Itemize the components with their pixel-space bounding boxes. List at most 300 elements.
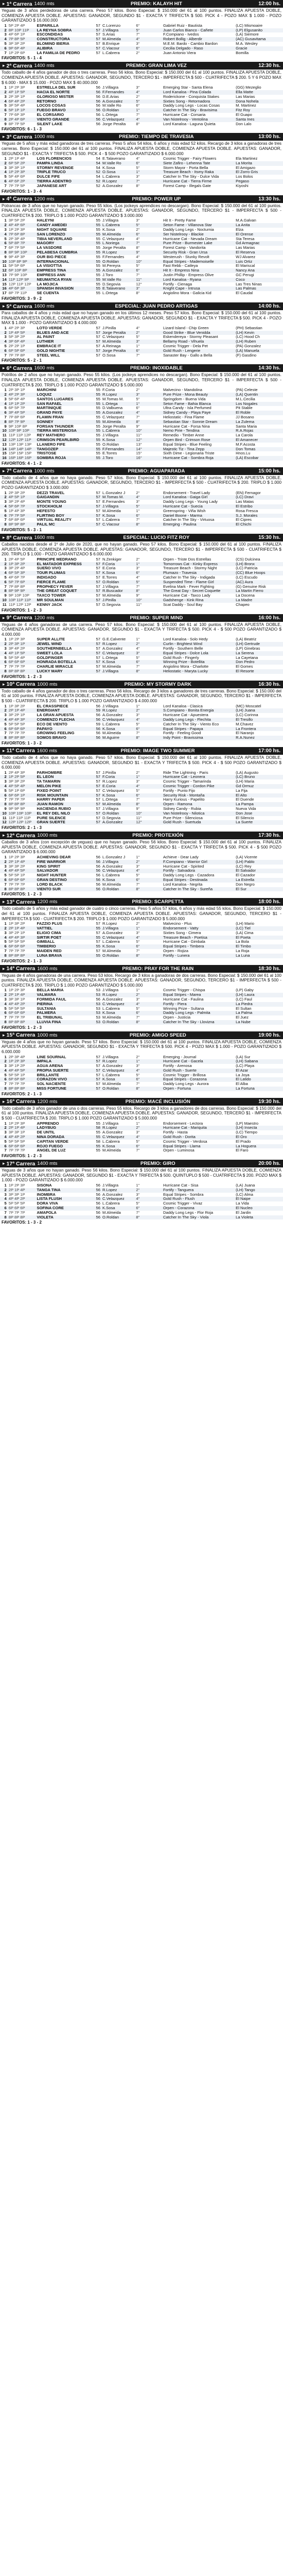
pedigree: Roderickone - Conquista Stakes (163, 94, 219, 99)
jockey-name: L.Cabrera (102, 1201, 120, 1206)
last-place: 3° (136, 651, 140, 655)
weight: 56 (96, 117, 100, 122)
pedigree: Equal Stripes - Timbera (163, 944, 204, 949)
pedigree: Cosmic Trigger - Cordon Pike (163, 784, 215, 789)
horse-name: PAMPA LINDA (37, 161, 63, 165)
recent-form: 3P 4P 2P (8, 646, 25, 651)
weight: 56 (96, 1210, 100, 1215)
weight: 56 (96, 869, 100, 873)
recent-form: 6P 6P 6P (8, 1077, 25, 1082)
weight: 53 (96, 1011, 100, 1015)
race-distance: 1600 mts (34, 365, 55, 371)
weight: 55 (96, 944, 100, 949)
last-place: 7° (136, 32, 140, 37)
favorites-line: FAVORITOS: 1 - 2 - 3 (2, 674, 42, 679)
pedigree: Seton Fame - Bahia Blanca (163, 401, 211, 406)
post-number: 12 (2, 820, 7, 825)
post-number: 4 (4, 571, 7, 575)
recent-form: 6P 8P 6P (8, 518, 25, 522)
table-row (0, 731, 283, 736)
stable-name: La Morita (236, 161, 252, 165)
weight: 53 (96, 1002, 100, 1006)
recent-form: 6P 6P 6P (8, 878, 25, 883)
jockey-name: M.Almeida (102, 37, 121, 42)
horse-name: SPANISH INVASION (37, 286, 74, 291)
horse-name: CAPITAN VERDE (37, 1139, 68, 1144)
jockey-name: M.Valle Ro (102, 277, 121, 282)
table-row (0, 802, 283, 807)
weight: 57 (96, 660, 100, 665)
stable-name: (LH) Ruben (236, 340, 256, 344)
weight: 54 (96, 175, 100, 179)
recent-form: 7P 7P 7P (8, 731, 25, 736)
recent-form: 12P 12P 12P (8, 820, 32, 825)
race-time: 13:00 hs. (258, 134, 280, 140)
jockey-name: K.Sosa (102, 1206, 115, 1210)
last-place: 7° (136, 353, 140, 358)
jockey-name: O.Sosa (102, 170, 116, 175)
recent-form: 8P 8P 8P (8, 736, 25, 740)
bullet-icon: ▸ (3, 365, 5, 371)
last-place: 1° (136, 509, 140, 513)
race-section (0, 133, 283, 193)
post-number: 12 (2, 268, 7, 273)
pedigree: Siete Zafiro - Lehenna Tate (163, 161, 210, 165)
stable-name: Rosa Fresca (236, 509, 258, 513)
jockey-name: A.Gonzalez (102, 99, 123, 104)
race-distance: 1200 mts (34, 615, 55, 621)
table-row (0, 642, 283, 647)
pedigree: Emerging Star - Santa Elena (163, 86, 213, 90)
race-distance: 1600 mts (37, 965, 58, 972)
horse-name: DULCE FIFE (37, 175, 60, 179)
weight: 56 (96, 104, 100, 108)
last-place: 6° (136, 878, 140, 883)
table-row (0, 223, 283, 228)
last-place: 6° (136, 726, 140, 731)
jockey-name: R.Lopez (102, 779, 117, 784)
table-row (0, 157, 283, 161)
jockey-name: L.Cabrera (102, 223, 120, 228)
horse-name: LADYBUG (37, 1126, 57, 1130)
recent-form: 4P 4P 2P (8, 1002, 25, 1006)
jockey-name: R.Lopez (102, 642, 117, 647)
stable-name: (LP) Ginebras (236, 646, 260, 651)
horse-name: VIOLETA (37, 1215, 54, 1219)
race-header (0, 614, 283, 622)
weight: 53 (96, 988, 100, 993)
horse-name: LOCOS COSAS (37, 104, 66, 108)
last-place: 3° (136, 566, 140, 571)
race-prize: PREMIO: SCARPETTA (132, 899, 184, 905)
post-number: 8 (4, 887, 7, 891)
horse-name: SOMOS BRAVO (37, 736, 66, 740)
table-row (0, 727, 283, 732)
jockey-name: K.Sosa (102, 165, 115, 170)
stable-name: La Vida (236, 1201, 249, 1206)
weight: 55 (96, 286, 100, 291)
pedigree: Orpen - Fortuna (163, 1087, 191, 1091)
stable-name: El Sultan (236, 1006, 252, 1011)
last-place: 4° (136, 1135, 140, 1140)
stable-name: Dona Nohela (236, 99, 259, 104)
stable-name: El Prado (236, 1139, 251, 1144)
race-section (0, 832, 283, 896)
entries-table (0, 1055, 283, 1091)
stable-name: El Latido (236, 1077, 251, 1082)
recent-form: 4P 6P 1P (8, 32, 25, 37)
jockey-name: K.Sosa (102, 228, 115, 232)
race-prize: PREMIO: IMAGE TWO SUMMER (120, 748, 195, 754)
pedigree: Daddy Long Legs - Locas Cosas (163, 104, 220, 108)
favorites-line: FAVORITOS: 1 - 2 - 3 (2, 892, 42, 897)
horse-name: LISTA FLUSH (37, 1197, 62, 1201)
table-row (0, 775, 283, 779)
stable-name: (LP) Maestro (236, 1121, 259, 1126)
pedigree: Orpen - Ramona (163, 802, 192, 807)
jockey-name: M.Almeida (102, 802, 121, 807)
table-row (0, 451, 283, 456)
table-row (0, 713, 283, 718)
weight: 52 (96, 179, 100, 184)
horse-name: RETORNO (37, 99, 57, 104)
horse-name: BELLA MARIA (37, 988, 64, 993)
pedigree: Cosmic Trigger - Verdosa (163, 1139, 207, 1144)
table-row (0, 718, 283, 722)
pedigree: Lizard Island - Chip Green (163, 326, 209, 330)
post-number: 1 (4, 490, 7, 495)
last-place: 13° (136, 442, 142, 447)
post-number: 7 (4, 112, 7, 117)
jockey-name: A.Gonzalez (102, 1064, 123, 1069)
horse-name: CONSTRUCTORA (37, 37, 70, 42)
jockey-name: A.Gonzalez (102, 713, 123, 718)
recent-form: 5P 5P 5P (8, 1139, 25, 1144)
last-place: 5° (136, 264, 140, 268)
recent-form: 1P 2P 3P (8, 228, 25, 232)
table-row (0, 660, 283, 665)
post-number: 11 (2, 816, 7, 820)
jockey-name: L.Noriega (102, 241, 119, 246)
last-place: 3° (136, 500, 140, 504)
horse-name: EL CORSARIO (37, 112, 64, 117)
jockey-name: F.Coria (102, 775, 115, 779)
horse-name: EL REY DEL NILO (37, 811, 70, 816)
pedigree: Van Nistelrooy - Ventolina (163, 117, 208, 122)
favorites-line: FAVORITOS: 1 - 2 - 3 (2, 1154, 42, 1159)
last-place: 7° (136, 273, 140, 278)
last-place: 7° (136, 665, 140, 669)
recent-form: 2P 1P 4P (8, 926, 25, 930)
horse-name: THE GREAT COQUET (37, 589, 77, 594)
recent-form: 4P 1P 5P (8, 90, 25, 94)
pedigree: Plumazo - Travesia (163, 571, 197, 575)
horse-name: SANTOS LUGARES (37, 397, 74, 401)
weight: 56 (96, 90, 100, 94)
post-number: 4 (4, 170, 7, 175)
jockey-name: E.Coria (102, 784, 116, 789)
horse-name: LA GRAN APUESTA (37, 713, 74, 718)
recent-form: 2P 1P 4P (8, 157, 25, 161)
table-row (0, 402, 283, 406)
weight: 56 (96, 873, 100, 878)
recent-form: 3P 1P 2P (8, 1064, 25, 1069)
weight: 57 (96, 330, 100, 335)
stable-name: (LC) Faul (236, 997, 252, 1002)
weight: 56 (96, 704, 100, 708)
horse-name: HACIENDA RUBIO (37, 807, 71, 811)
stable-name: Los Bolos (236, 175, 253, 179)
last-place: 8° (136, 183, 140, 188)
table-row (0, 820, 283, 825)
recent-form: 7P 7P 7P (8, 882, 25, 887)
favorites-line: FAVORITOS: 5 - 1 - 4 (2, 56, 42, 61)
post-number: 5 (4, 1073, 7, 1077)
recent-form: 1P 2P 3P (8, 1059, 25, 1064)
post-number: 4 (4, 340, 7, 344)
post-number: 8 (4, 117, 7, 122)
recent-form: 5P 5P 6P (8, 264, 25, 268)
weight: 57 (96, 1073, 100, 1077)
horse-name: BLOMIND IBERIA (37, 41, 69, 46)
table-row (0, 603, 283, 607)
jockey-name: J.Villagra (102, 1055, 119, 1059)
weight: 55 (96, 447, 100, 451)
last-place: 11° (136, 277, 142, 282)
weight: 56 (96, 1183, 100, 1188)
recent-form: 8P 7P 5P (8, 122, 25, 126)
weight: 57 (96, 571, 100, 575)
table-row (0, 42, 283, 46)
jockey-name: F.Fernandes (102, 90, 125, 94)
horse-name: LA MOJICA (37, 282, 59, 286)
jockey-name: L.Cabrera (102, 175, 120, 179)
pedigree: Emerging - Paulina (163, 522, 197, 527)
post-number: 3 (4, 713, 7, 718)
horse-name: BLUES AND ACE (37, 330, 69, 335)
weight: 58 (96, 1126, 100, 1130)
jockey-name: R.Lopez (102, 179, 117, 184)
horse-name: GLORIOSO MISTER (37, 94, 74, 99)
last-place: 10° (136, 259, 142, 264)
jockey-name: S.Arias (102, 32, 115, 37)
table-row (0, 1069, 283, 1073)
weight: 55 (96, 433, 100, 438)
last-place: 8° (136, 736, 140, 740)
stable-name: El Oro (236, 1135, 247, 1140)
recent-form: 4P 2P 3P (8, 392, 25, 397)
post-number: 2 (4, 223, 7, 228)
recent-form: 6P 5P 2P (8, 161, 25, 165)
post-number: 6 (4, 348, 7, 353)
recent-form: 5P 1P 6P (8, 788, 25, 793)
table-row (0, 722, 283, 727)
weight: 57 (96, 802, 100, 807)
favorites-line: FAVORITOS: 5 - 2 - 1 (2, 358, 42, 363)
horse-name: TIBIA NEVERLAND (37, 236, 73, 241)
weight: 57 (96, 584, 100, 589)
bullet-icon: ▸ (3, 303, 5, 309)
table-row (0, 166, 283, 171)
recent-form: 4P 4P 2P (8, 1135, 25, 1140)
horse-name: VIENTO SUR (37, 887, 61, 891)
pedigree: Equal Stripes - Marea (163, 993, 201, 997)
stable-name: El Guapo (236, 112, 252, 117)
post-number: 8 (4, 589, 7, 594)
post-number: 4 (4, 504, 7, 509)
post-number: 1 (4, 1055, 7, 1059)
weight: 55 (96, 1130, 100, 1135)
post-number: 8 (4, 1215, 7, 1219)
recent-form: 1P 4P 3P (8, 509, 25, 513)
pedigree: Greenspring - Viña Wish (163, 509, 206, 513)
post-number: 6 (4, 1077, 7, 1082)
post-number: 3 (4, 930, 7, 935)
weight: 52 (96, 183, 100, 188)
last-place: 4° (136, 37, 140, 42)
weight: 57 (96, 1059, 100, 1064)
weight: 57 (96, 46, 100, 50)
horse-name: TOUR PLUMAS (37, 571, 66, 575)
post-number: 5 (4, 175, 7, 179)
table-row (0, 789, 283, 793)
weight: 56 (96, 108, 100, 113)
weight: 57 (96, 770, 100, 775)
table-row (0, 344, 283, 349)
race-conditions: Potrillos de 2 años que no hayan ganado. Peso 55 kilos. (Los jockeys aprendices no descargan). Bono Especial: $ 150.000 del 61 al 100 puntos. FINALIZA APUESTA DOBLE, COMIENZA APUESTA DOBLE. APUESTAS: GANADOR, SEGUNDO, TERCERO $1 - IMPERFECTA $ 500 - CUATRIFECTA $ 200. TRIPLO $ 1.000 POZO GARANTIZADO $ 5.000.000 (2, 372, 281, 387)
post-number: 2 (4, 1059, 7, 1064)
post-number: 7 (4, 50, 7, 55)
stable-name: El Gomes (236, 665, 253, 669)
last-place: 3° (136, 930, 140, 935)
recent-form: 9P 10P 8P (8, 424, 27, 429)
pedigree: Fast Rebb - Catleya (163, 264, 198, 268)
table-row (0, 175, 283, 179)
stable-name: (LC) Tiel (236, 926, 251, 930)
table-row (0, 264, 283, 268)
race-distance: 1200 mts (37, 1098, 58, 1105)
horse-name: EMBRACE IT (37, 344, 61, 348)
horse-name: EMPRESS TINA (37, 268, 66, 273)
stable-name: (LC) Tiempo (236, 1130, 257, 1135)
race-time: 16:30 hs. (258, 681, 280, 687)
post-number: 4 (4, 99, 7, 104)
table-row (0, 46, 283, 51)
jockey-name: C.Velazquez (102, 117, 125, 122)
table-row (0, 1206, 283, 1211)
race-header (0, 302, 283, 310)
horse-name: INTERNACIONAL (37, 259, 69, 264)
last-place: 9° (136, 250, 140, 255)
pedigree: Daddy Long Legs - Flechita (163, 717, 211, 722)
post-number: 16 (2, 286, 7, 291)
horse-name: COMIENZO FLECHA (37, 717, 75, 722)
pedigree: Hurricane Cat - Gacela (163, 1059, 203, 1064)
horse-name: HALEYNI (37, 218, 54, 223)
recent-form: 8P 7P 9P (8, 419, 25, 424)
recent-form: 11P 12P 12P (8, 602, 31, 607)
table-row (0, 268, 283, 273)
race-number: 13ª Carrera (6, 899, 36, 905)
horse-name: HARRY PAPER (37, 798, 65, 802)
recent-form: 7P 8P 8P (8, 584, 25, 589)
table-row (0, 704, 283, 709)
weight: 55 (96, 437, 100, 442)
table-row (0, 1144, 283, 1149)
table-row (0, 1215, 283, 1220)
table-row (0, 331, 283, 335)
table-row (0, 1011, 283, 1015)
table-row (0, 99, 283, 104)
pedigree: Gabriel Ruiz - Bautista (163, 23, 202, 28)
stable-name: Las Marias (236, 246, 255, 250)
race-number: 7ª Carrera (6, 468, 32, 474)
horse-name: FORSAN THUNDER (37, 424, 74, 429)
weight: 56 (96, 1215, 100, 1219)
jockey-name: L.Ortega (102, 112, 118, 117)
weight: 57 (96, 651, 100, 655)
stable-name: La Cayetana (236, 655, 258, 660)
stable-name: (LH) Tango (236, 1188, 255, 1192)
pedigree: Tomorrows Cat - Kinky Express (163, 562, 218, 566)
recent-form: 1P 4P 5P (8, 330, 25, 335)
recent-form: 4P 4P 3P (8, 935, 25, 940)
race-prize: PREMIO: AMIGO SPEED (129, 1032, 186, 1038)
post-number: 2 (4, 1126, 7, 1130)
race-prize: PREMIO: AGUAPARADA (128, 468, 185, 474)
recent-form: 8P 8P 8P (8, 887, 25, 891)
weight: 56 (96, 1188, 100, 1192)
post-number: 4 (4, 401, 7, 406)
race-number: 5ª Carrera (6, 303, 32, 310)
jockey-name: M.Almeida (102, 731, 121, 736)
post-number: 3 (4, 1064, 7, 1069)
table-row (0, 1211, 283, 1215)
last-place: 2° (136, 642, 140, 647)
jockey-name: A.Gonzalez (102, 646, 123, 651)
jockey-name: J.Villagra (102, 926, 119, 930)
jockey-name: M.Almeida (102, 594, 121, 598)
recent-form: 11P 11P 12P (8, 433, 31, 438)
post-number: 5 (4, 1201, 7, 1206)
pedigree: Ser Nistelrooy - Blackie (163, 232, 204, 236)
table-row (0, 647, 283, 651)
post-number: 9 (4, 594, 7, 598)
pedigree: Hurricane Cat - Apuestera (163, 713, 208, 718)
post-number: 1 (4, 157, 7, 161)
post-number: 7 (4, 731, 7, 736)
race-time: 12:30 hs. (258, 63, 280, 69)
jockey-name: J.Pinilla (102, 326, 116, 330)
jockey-name: C.Velazquez (102, 935, 125, 940)
stable-name: Las Marias (236, 94, 255, 99)
horse-name: TAXCO TOWER (37, 594, 66, 598)
jockey-name: M.Almeida (102, 232, 121, 236)
race-conditions: Yeguas de 4 años ganadoras de una carrera. Peso 53 kilos. Recargo de 3 kilos a ganadoras de dos carreras. Bono Especial: $ 150.000 del 61 al 100 puntos. FINALIZA APUESTA DOBLE, COMIENZA APUESTA DOBLE. APUESTAS: GANADOR, SEGUNDO, TERCERO $1 - IMPERFECTA $ 500 - CUATRIFECTA $ 200. TRIPLO $ 1.000 POZO GARANTIZADO $ 5.000.000 (2, 973, 281, 988)
stable-name: (LH) Maria (236, 779, 255, 784)
pedigree: Cosmic Trigger - Chispa (163, 988, 205, 993)
race-conditions: Todo caballo de 3 años ganador de una o dos carreras. Peso 55 kilos. Recargo de 3 kilos a ganadores de dos carreras. Bono Especial: $ 150.000 del 61 al 100 puntos. FINALIZA APUESTA DOBLE, COMIENZA APUESTA DOBLE. APUESTAS: GANADOR, SEGUNDO, TERCERO $1 - IMPERFECTA $ 500 - CUATRIFECTA $ 200. TRIPLO $ 1.000 POZO GARANTIZADO $ 5.000.000 (2, 1106, 281, 1121)
last-place: 7° (136, 241, 140, 246)
jockey-name: F.Fernandes (102, 255, 125, 259)
table-row (0, 883, 283, 887)
favorites-line: FAVORITOS: 3 - 9 - 2 (2, 296, 42, 301)
last-place: 2° (136, 557, 140, 562)
horse-name: LA VISIOTTIA (37, 264, 62, 268)
table-row (0, 282, 283, 287)
entries-table (0, 491, 283, 527)
jockey-name: C.Velazquez (102, 651, 125, 655)
